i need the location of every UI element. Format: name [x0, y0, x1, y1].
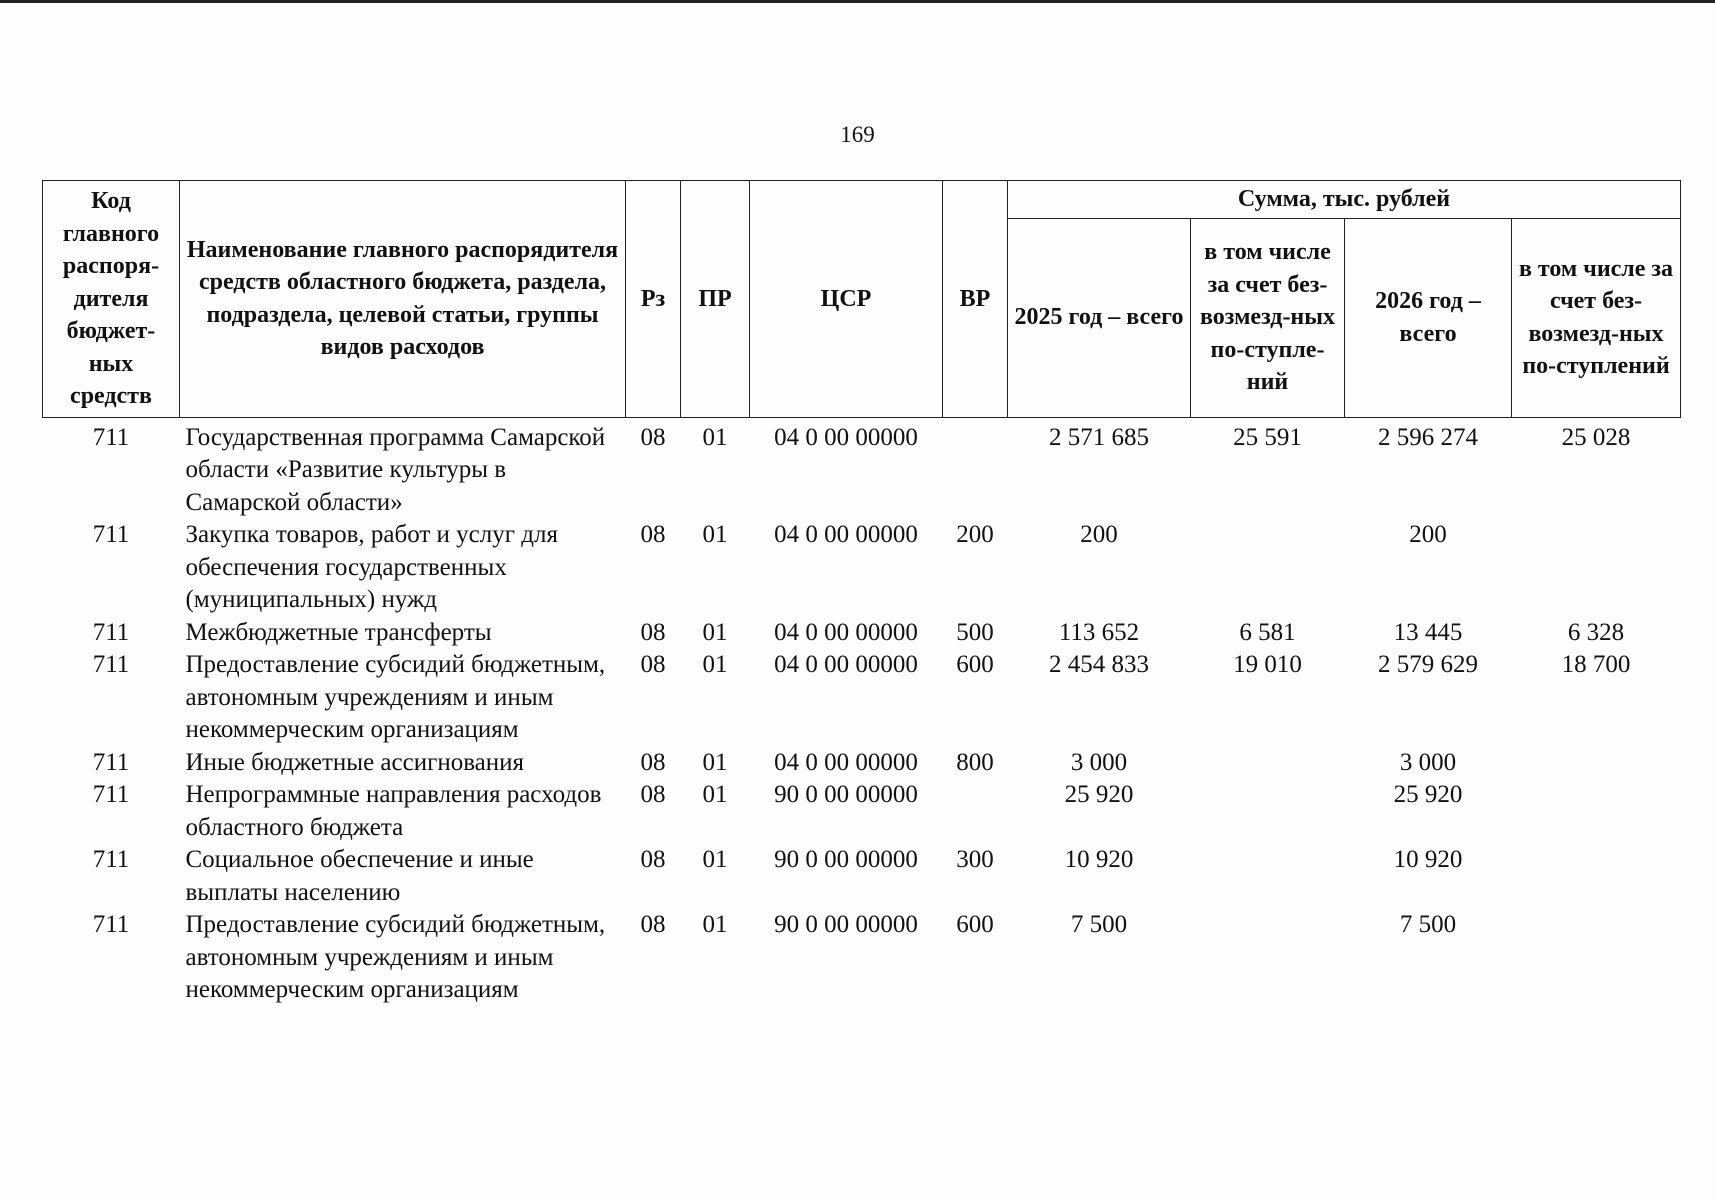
cell-name: Непрограммные направления расходов областного бюджета [185, 781, 602, 841]
cell-csr: 04 0 00 00000 [774, 748, 918, 776]
cell-2025-grants [1191, 519, 1345, 617]
cell-vr: 600 [956, 911, 994, 938]
cell-rz: 08 [640, 423, 666, 451]
cell-csr: 04 0 00 00000 [774, 423, 918, 451]
cell-rz: 08 [640, 911, 666, 938]
table-row [43, 779, 1681, 844]
cell-2026-grants [1512, 844, 1681, 909]
cell-2025-total: 3 000 [1070, 748, 1128, 776]
cell-csr: 90 0 00 00000 [774, 846, 918, 873]
table-row [43, 844, 1681, 909]
cell-2026-grants [1512, 909, 1681, 1007]
cell-csr: 04 0 00 00000 [774, 651, 918, 678]
cell-rz: 08 [640, 846, 666, 873]
table-row [43, 747, 1681, 780]
cell-2025-total: 2 571 685 [1049, 423, 1149, 451]
cell-code: 711 [92, 911, 130, 938]
header-vr: ВР [943, 181, 1008, 418]
cell-csr: 90 0 00 00000 [774, 911, 918, 938]
cell-vr [943, 417, 1008, 519]
cell-2026-total: 3 000 [1399, 748, 1457, 776]
cell-code: 711 [92, 846, 130, 873]
cell-2025-grants [1191, 844, 1345, 909]
header-2025-grants: в том числе за счет без-возмезд-ных по-ступле-ний [1191, 218, 1345, 417]
cell-2025-total: 7 500 [1070, 911, 1128, 938]
header-2026-total: 2026 год – всего [1345, 218, 1512, 417]
cell-pr: 01 [702, 651, 728, 678]
cell-code: 711 [92, 423, 130, 451]
cell-2026-total: 200 [1409, 521, 1447, 548]
cell-csr: 90 0 00 00000 [774, 781, 918, 808]
cell-vr: 200 [956, 521, 994, 548]
cell-pr: 01 [702, 521, 728, 548]
cell-2025-total: 2 454 833 [1049, 651, 1149, 678]
cell-csr: 04 0 00 00000 [774, 521, 918, 548]
header-name: Наименование главного распорядителя средств областного бюджета, раздела, подраздела, целевой статьи, группы видов расходов [180, 181, 626, 418]
cell-2025-total: 200 [1080, 521, 1118, 548]
header-pr: ПР [681, 181, 750, 418]
table-body [43, 417, 1681, 1007]
cell-2026-total: 13 445 [1393, 618, 1463, 646]
header-csr: ЦСР [750, 181, 943, 418]
cell-pr: 01 [702, 781, 728, 808]
table-row [43, 519, 1681, 617]
cell-rz: 08 [640, 618, 666, 646]
cell-name: Межбюджетные трансферты [185, 618, 492, 646]
cell-code: 711 [92, 521, 130, 548]
table-row [43, 649, 1681, 747]
top-border-line [0, 0, 1715, 3]
cell-2025-grants [1191, 747, 1345, 780]
cell-vr [943, 779, 1008, 844]
cell-pr: 01 [702, 618, 728, 646]
cell-name: Иные бюджетные ассигнования [185, 748, 525, 776]
cell-pr: 01 [702, 911, 728, 938]
cell-vr: 500 [956, 618, 994, 646]
page-number: 169 [840, 122, 875, 147]
table-header [43, 181, 1681, 418]
header-2025-total: 2025 год – всего [1008, 218, 1191, 417]
cell-2026-total: 2 579 629 [1378, 651, 1478, 678]
cell-2026-grants [1512, 747, 1681, 780]
cell-code: 711 [92, 651, 130, 678]
table-row [43, 909, 1681, 1007]
cell-2026-total: 10 920 [1393, 846, 1463, 873]
cell-2025-total: 25 920 [1064, 781, 1134, 808]
budget-table [42, 180, 1681, 1007]
cell-rz: 08 [640, 521, 666, 548]
cell-2025-grants [1191, 909, 1345, 1007]
cell-name: Закупка товаров, работ и услуг для обеспечения государственных (муниципальных) нужд [185, 521, 558, 613]
cell-code: 711 [92, 748, 130, 776]
cell-name: Государственная программа Самарской области «Развитие культуры в Самарской области» [185, 423, 606, 516]
header-2026-grants: в том числе за счет без-возмезд-ных по-ступлений [1512, 218, 1681, 417]
cell-2026-grants: 25 028 [1561, 423, 1631, 451]
cell-2026-total: 2 596 274 [1378, 423, 1478, 451]
cell-vr: 800 [956, 748, 994, 776]
cell-2026-grants: 18 700 [1561, 651, 1631, 678]
header-rz: Рз [626, 181, 681, 418]
cell-pr: 01 [702, 423, 728, 451]
cell-code: 711 [92, 781, 130, 808]
cell-2025-total: 113 652 [1058, 618, 1140, 646]
cell-rz: 08 [640, 651, 666, 678]
cell-pr: 01 [702, 846, 728, 873]
cell-2026-grants [1512, 519, 1681, 617]
cell-2025-grants: 19 010 [1233, 651, 1302, 678]
cell-2025-total: 10 920 [1064, 846, 1134, 873]
cell-2026-total: 7 500 [1399, 911, 1457, 938]
cell-vr: 600 [956, 651, 994, 678]
cell-vr: 300 [956, 846, 994, 873]
cell-rz: 08 [640, 781, 666, 808]
cell-name: Предоставление субсидий бюджетным, автономным учреждениям и иным некоммерческим организациям [185, 911, 606, 1003]
header-sum-group: Сумма, тыс. рублей [1008, 181, 1681, 219]
cell-2026-total: 25 920 [1393, 781, 1463, 808]
cell-2026-grants: 6 328 [1567, 618, 1625, 646]
header-code: Код главного распоря-дителя бюджет-ных средств [43, 181, 180, 418]
table-row [43, 617, 1681, 650]
cell-pr: 01 [702, 748, 728, 776]
cell-rz: 08 [640, 748, 666, 776]
cell-2025-grants [1191, 779, 1345, 844]
cell-2026-grants [1512, 779, 1681, 844]
cell-2025-grants: 6 581 [1239, 618, 1296, 646]
cell-2025-grants: 25 591 [1233, 423, 1302, 451]
cell-csr: 04 0 00 00000 [774, 618, 918, 646]
cell-code: 711 [92, 618, 130, 646]
table-row [43, 417, 1681, 519]
cell-name: Предоставление субсидий бюджетным, автономным учреждениям и иным некоммерческим организациям [185, 651, 606, 743]
cell-name: Социальное обеспечение и иные выплаты населению [185, 846, 534, 906]
